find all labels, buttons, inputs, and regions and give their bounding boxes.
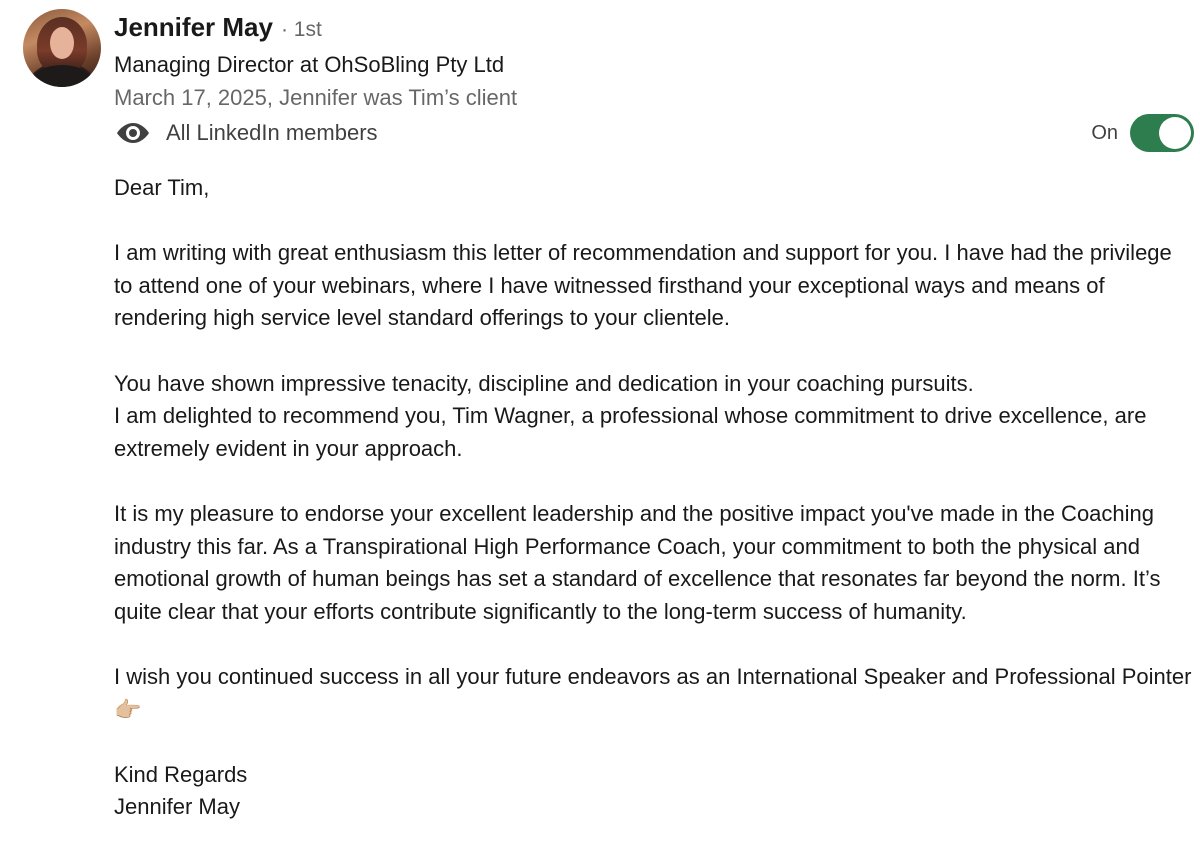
letter-paragraph-3: It is my pleasure to endorse your excellent leadership and the positive impact you've made in the Coaching industry this far. As a Transpirational High Performance Coach, your commitment to both the physical and emotional growth of human beings has set a standard of excellence that resonates far beyond the norm. It’s quite clear that your efforts contribute significantly to the long-term success of humanity. <box>114 500 1161 624</box>
visibility-label: All LinkedIn members <box>166 120 378 145</box>
letter-paragraph-2: You have shown impressive tenacity, discipline and dedication in your coaching pursuits. I am delighted to recommend you, Tim Wagner, a professional whose commitment to drive excellence, are extremely evident in your approach. <box>114 370 1147 461</box>
avatar[interactable] <box>23 9 101 87</box>
letter-greeting: Dear Tim, <box>114 175 210 200</box>
visibility-toggle[interactable] <box>1130 114 1194 152</box>
toggle-label: On <box>1091 121 1118 144</box>
visibility-toggle-group <box>1091 114 1194 152</box>
letter-closing: Kind Regards Jennifer May <box>114 761 248 820</box>
recommendation-meta: March 17, 2025, Jennifer was Tim’s client <box>114 85 518 110</box>
visibility-setting <box>114 118 378 148</box>
author-name[interactable]: Jennifer May <box>114 12 273 42</box>
avatar-face <box>50 27 74 59</box>
recommendation-text <box>114 172 1196 824</box>
letter-paragraph-1: I am writing with great enthusiasm this letter of recommendation and support for you. I have had the privilege to attend one of your webinars, where I have witnessed firsthand your exceptional ways and means of rendering high service level standard offerings to your clientele. <box>114 240 1172 331</box>
letter-paragraph-4: I wish you continued success in all your future endeavors as an International Speaker and Professional Pointer👉🏼 <box>114 663 1192 722</box>
toggle-knob <box>1159 117 1191 149</box>
connection-degree: · 1st <box>280 18 322 41</box>
author-headline: Managing Director at OhSoBling Pty Ltd <box>114 52 505 77</box>
eye-icon <box>114 118 152 148</box>
author-name-line <box>114 12 322 43</box>
avatar-body <box>33 65 91 87</box>
